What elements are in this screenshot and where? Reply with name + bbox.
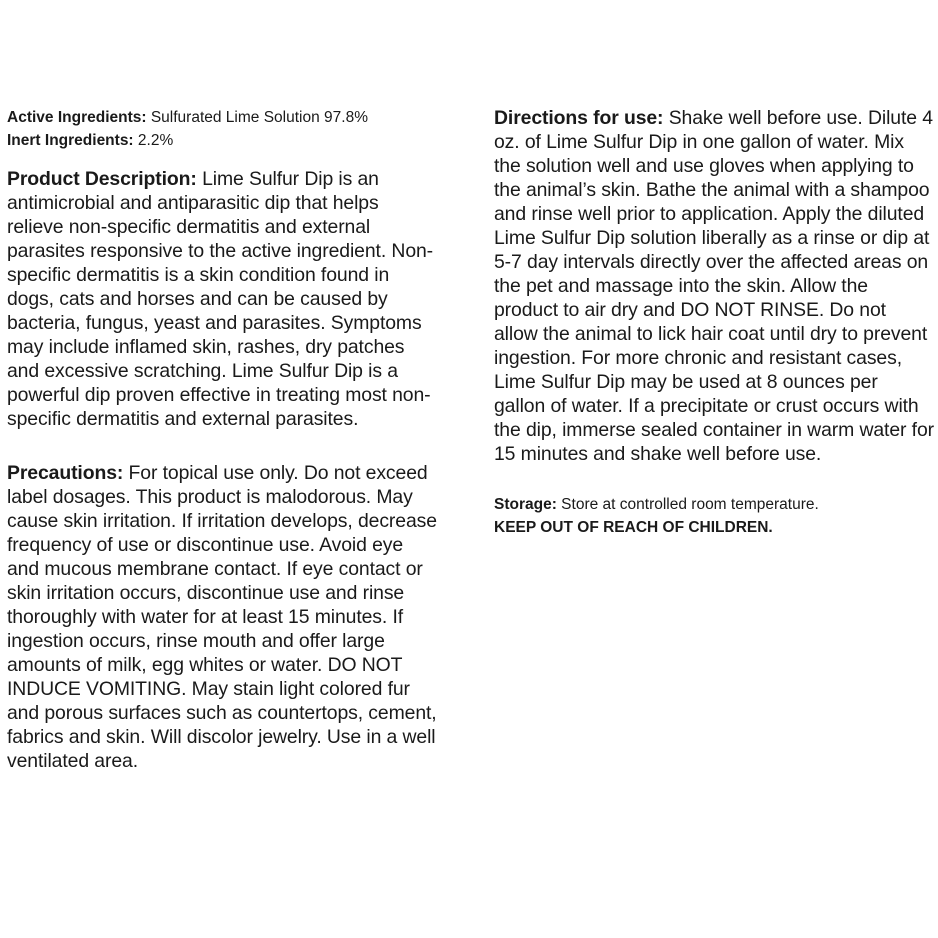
directions bbox=[494, 106, 934, 466]
precautions bbox=[7, 461, 439, 773]
active-ingredients bbox=[7, 106, 439, 129]
precautions-label: Precautions: bbox=[7, 462, 124, 484]
product-description-label: Product Description: bbox=[7, 168, 197, 190]
inert-ingredients-value: 2.2% bbox=[133, 132, 174, 149]
storage bbox=[494, 493, 934, 516]
inert-ingredients-label: Inert Ingredients: bbox=[7, 132, 134, 149]
active-ingredients-label: Active Ingredients: bbox=[7, 109, 147, 126]
product-description-text: Lime Sulfur Dip is an antimicrobial and antiparasitic dip that helps relieve non-specific dermatitis and external parasites responsive to the active ingredient. Non-specific dermatitis is a skin condition found in dogs, cats and horses and can be caused by bacteria, fungus, yeast and parasites. Symptoms may include inflamed skin, rashes, dry patches and excessive scratching. Lime Sulfur Dip is a powerful dip proven effective in treating most non-specific dermatitis and external parasites. bbox=[7, 168, 434, 430]
left-column bbox=[7, 106, 439, 773]
active-ingredients-value: Sulfurated Lime Solution 97.8% bbox=[146, 109, 368, 126]
warning-text: KEEP OUT OF REACH OF CHILDREN. bbox=[494, 519, 773, 536]
precautions-text: For topical use only. Do not exceed label dosages. This product is malodorous. May cause skin irritation. If irritation develops, decrease frequency of use or discontinue use. Avoid eye and mucous membrane contact. If eye contact or skin irritation occurs, discontinue use and rinse thoroughly with water for at least 15 minutes. If ingestion occurs, rinse mouth and offer large amounts of milk, egg whites or water. DO NOT INDUCE VOMITING. May stain light colored fur and porous surfaces such as countertops, cement, fabrics and skin. Will discolor jewelry. Use in a well ventilated area. bbox=[7, 462, 437, 772]
storage-label: Storage: bbox=[494, 496, 557, 513]
product-description bbox=[7, 167, 439, 431]
directions-text: Shake well before use. Dilute 4 oz. of Lime Sulfur Dip in one gallon of water. Mix the solution well and use gloves when applying to the animal’s skin. Bathe the animal with a shampoo and rinse well prior to application. Apply the diluted Lime Sulfur Dip solution liberally as a rinse or dip at 5-7 day intervals directly over the affected areas on the pet and massage into the skin. Allow the product to air dry and DO NOT RINSE. Do not allow the animal to lick hair coat until dry to prevent ingestion. For more chronic and resistant cases, Lime Sulfur Dip may be used at 8 ounces per gallon of water. If a precipitate or crust occurs with the dip, immerse sealed container in warm water for 15 minutes and shake well before use. bbox=[494, 107, 934, 465]
inert-ingredients bbox=[7, 129, 439, 152]
right-column bbox=[494, 106, 934, 539]
directions-label: Directions for use: bbox=[494, 107, 664, 129]
storage-text: Store at controlled room temperature. bbox=[556, 496, 819, 513]
